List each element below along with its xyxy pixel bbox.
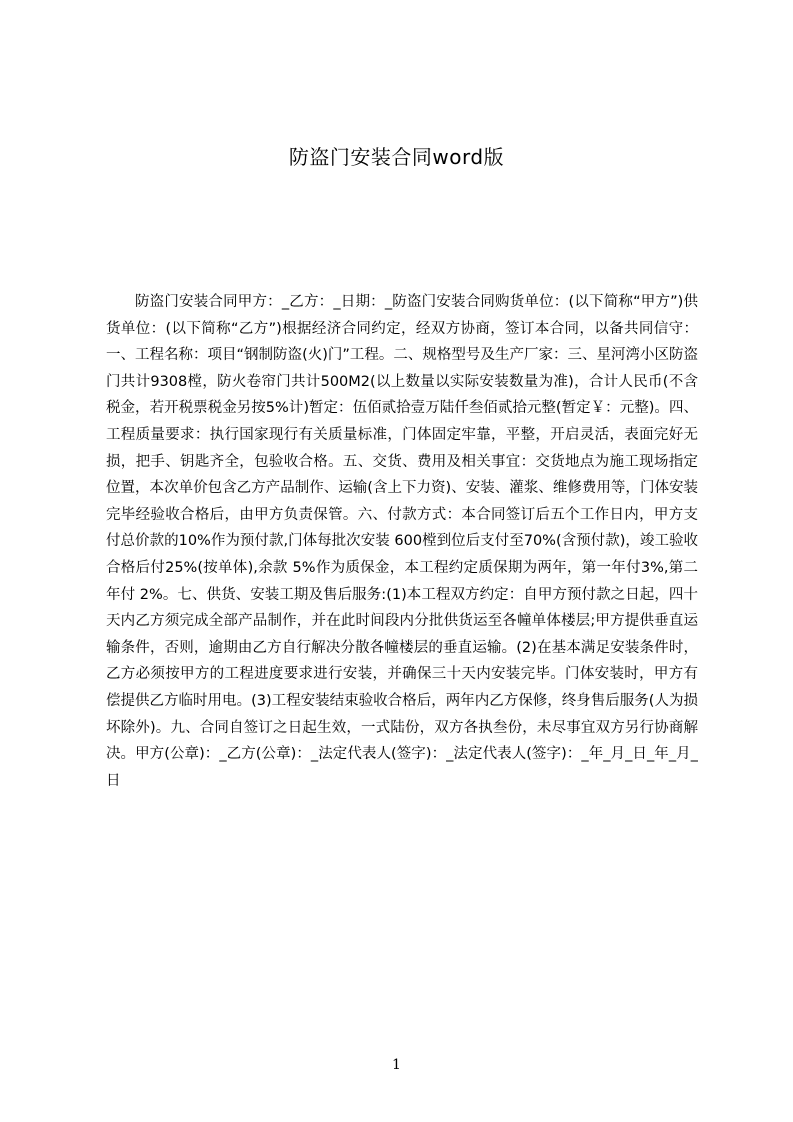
document-title: 防盗门安装合同word版 (288, 145, 505, 169)
contract-body-text: 防盗门安装合同甲方：_乙方：_日期：_防盗门安装合同购货单位：(以下简称“甲方”)供货单位：(以下简称“乙方”)根据经济合同约定，经双方协商，签订本合同，以备共同信守：一、工程名称：项目“钢制防盗(火)门”工程。二、规格型号及生产厂家：三、星河湾小区防盗门共计9308樘，防火卷帘门共计500M2(以上数量以实际安装数量为准)，合计人民币(不含税金，若开税票税金另按5%计)暂定：伍佰贰拾壹万陆仟叁佰贰拾元整(暂定￥：元整)。四、工程质量要求：执行国家现行有关质量标准，门体固定牢靠，平整，开启灵活，表面完好无损，把手、钥匙齐全，包验收合格。五、交货、费用及相关事宜：交货地点为施工现场指定位置，本次单价包含乙方产品制作、运输(含上下力资)、安装、灌浆、维修费用等，门体安装完毕经验收合格后，由甲方负责保管。六、付款方式：本合同签订后五个工作日内，甲方支付总价款的10%作为预付款,门体每批次安装 600樘到位后支付至70%(含预付款)，竣工验收合格后付25%(按单体),余款 5%作为质保金，本工程约定质保期为两年，第一年付3%,第二年付 2%。七、供货、安装工期及售后服务:(1)本工程双方约定：自甲方预付款之日起，四十天内乙方须完成全部产品制作，并在此时间段内分批供货运至各幢单体楼层;甲方提供垂直运输条件，否则，逾期由乙方自行解决分散各幢楼层的垂直运输。(2)在基本满足安装条件时，乙方必须按甲方的工程进度要求进行安装，并确保三十天内安装完毕。门体安装时，甲方有偿提供乙方临时用电。(3)工程安装结束验收合格后，两年内乙方保修，终身售后服务(人为损坏除外)。九、合同自签订之日起生效，一式陆份，双方各执叁份，未尽事宜双方另行协商解决。甲方(公章)：_乙方(公章)：_法定代表人(签字)：_法定代表人(签字)：_年_月_日_年_月_日 (106, 294, 698, 789)
page-number: 1 (392, 1057, 401, 1073)
